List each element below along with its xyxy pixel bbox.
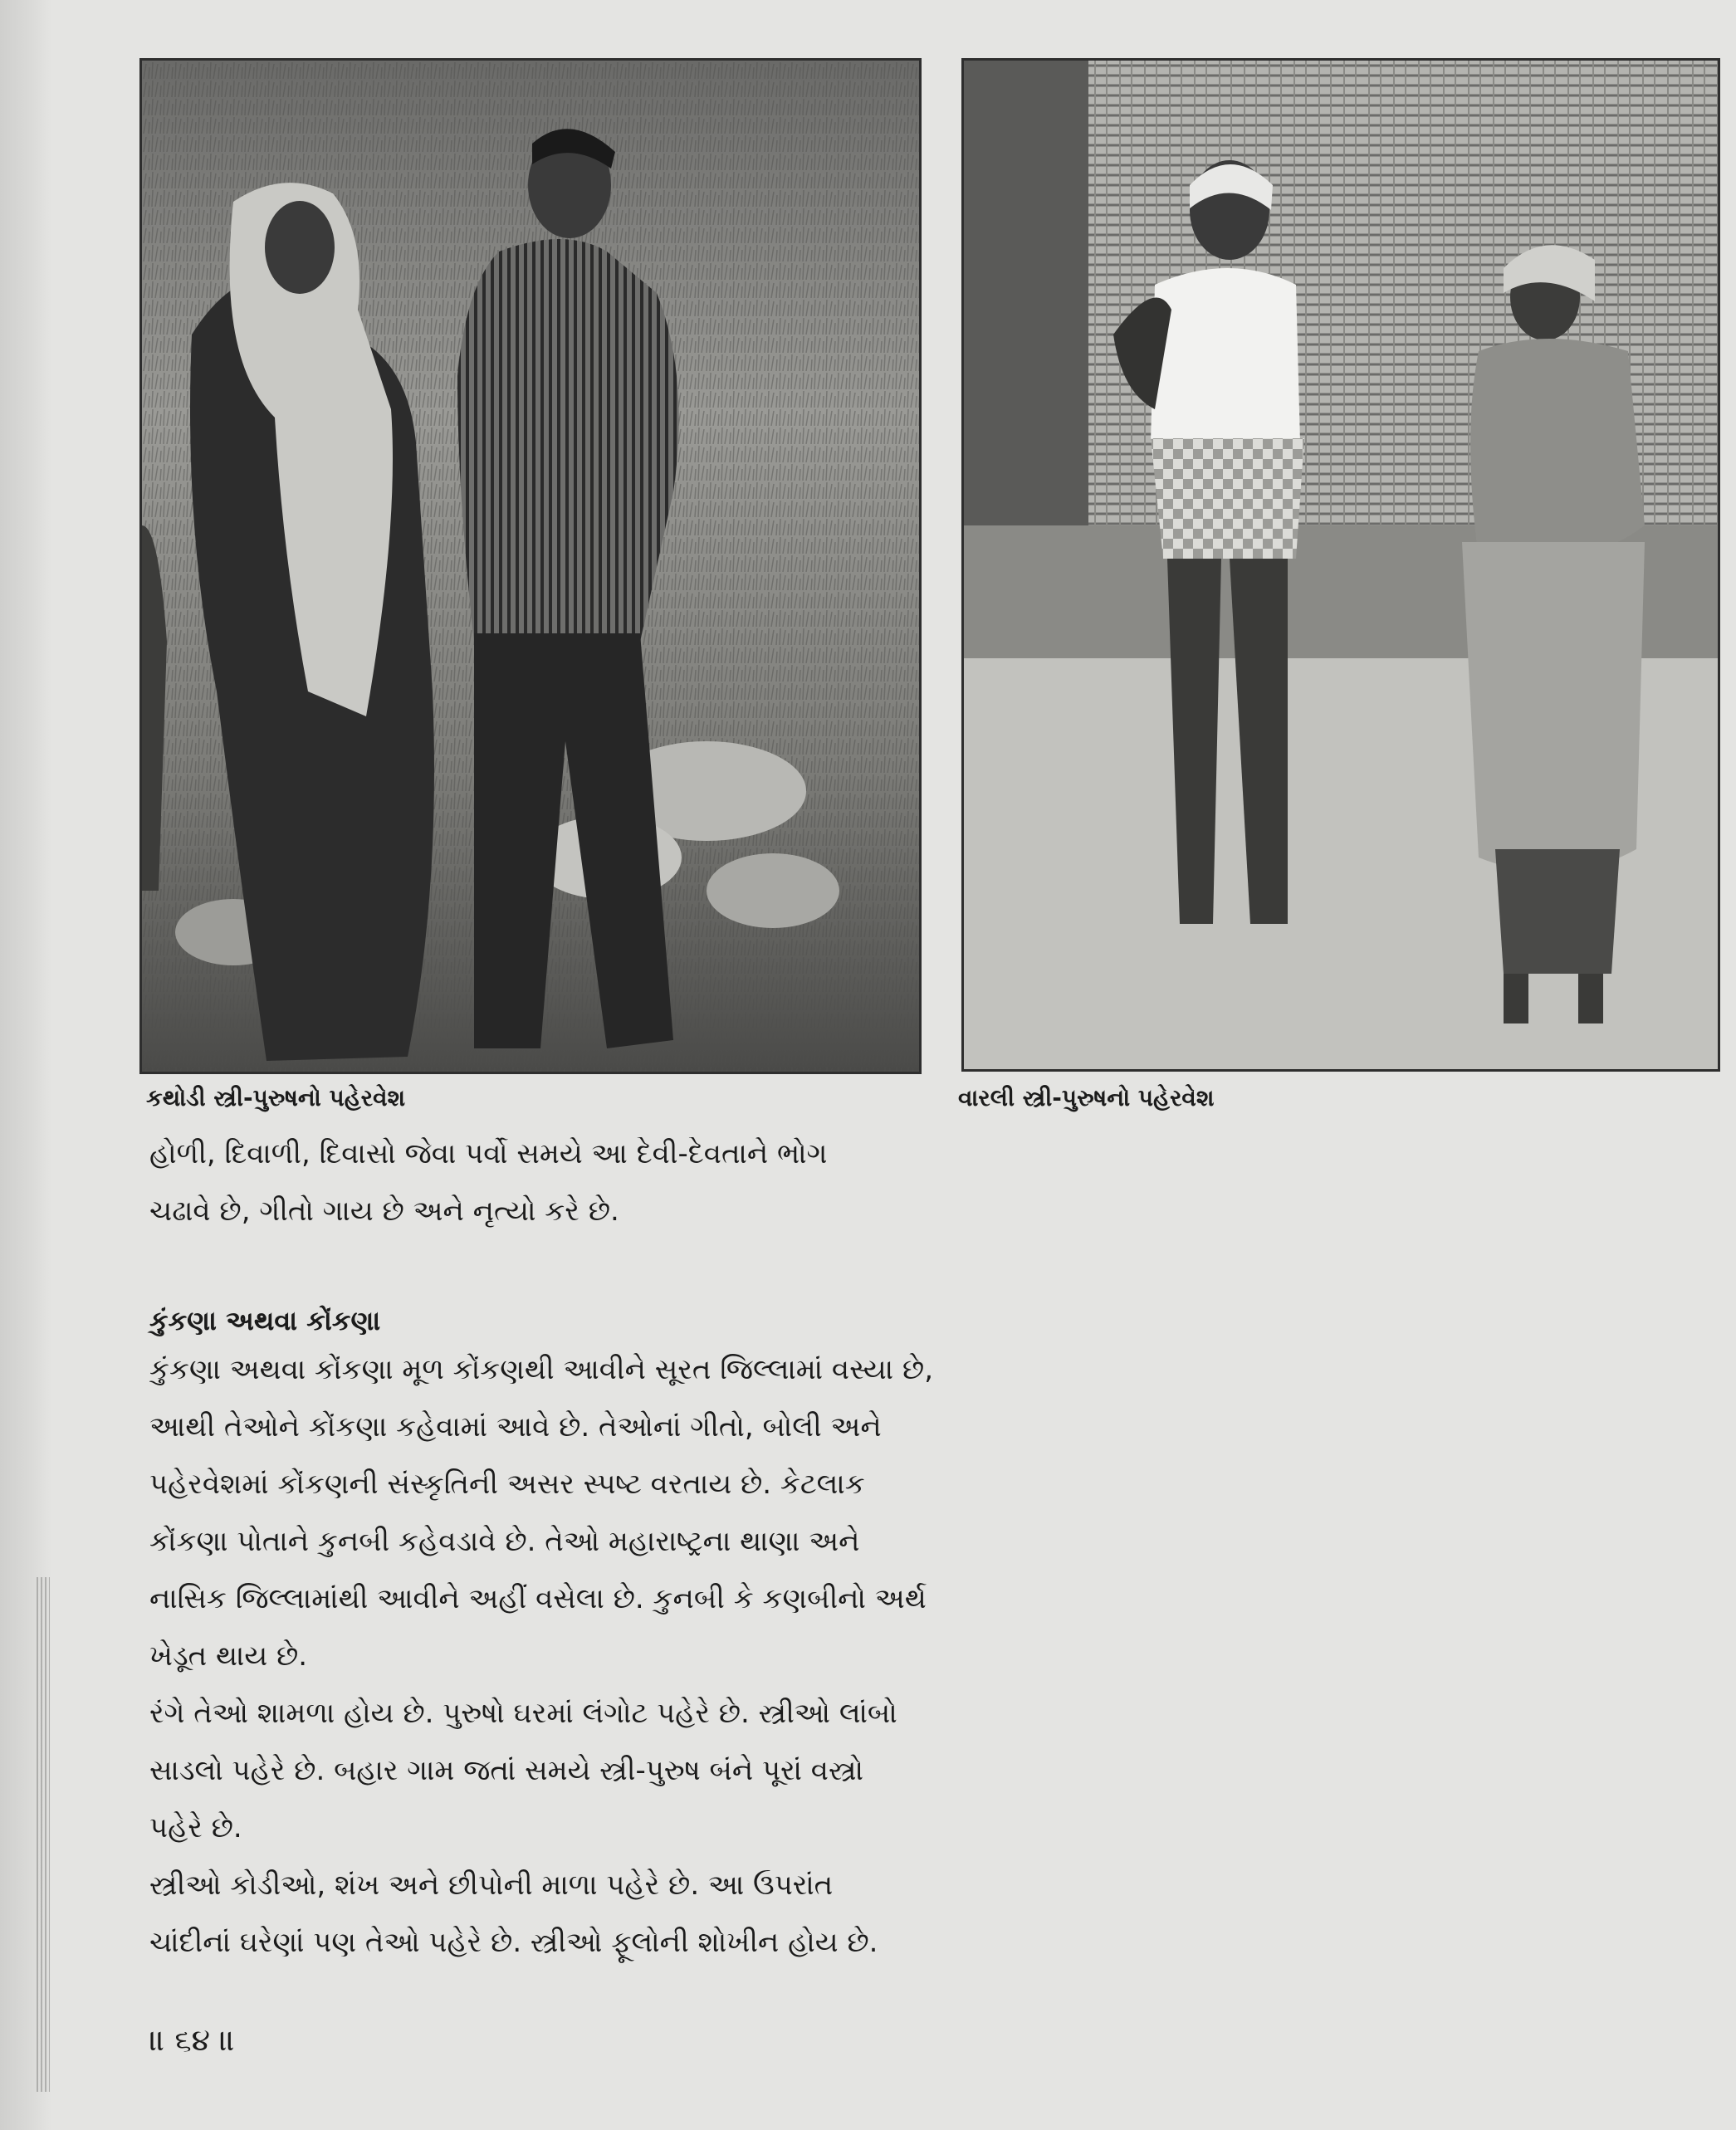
photo-caption-kathodi: કથોડી સ્ત્રી-પુરુષનો પહેરવેશ	[146, 1084, 406, 1111]
section-heading: કુંકણા અથવા કોંકણા	[149, 1305, 381, 1336]
text-line: હોળી, દિવાળી, દિવાસો જેવા પર્વો સમયે આ દેવી-દેવતાને ભોગ	[149, 1137, 828, 1170]
body-paragraphs	[149, 1353, 1013, 1983]
photo-varli-couple-image	[964, 61, 1718, 1069]
text-line: રંગે તેઓ શામળા હોય છે. પુરુષો ઘરમાં લંગોટ પહેરે છે. સ્ત્રીઓ લાંબો	[149, 1697, 897, 1730]
text-line: કોંકણા પોતાને કુનબી કહેવડાવે છે. તેઓ મહારાષ્ટ્રના થાણા અને	[149, 1525, 860, 1558]
text-line: આથી તેઓને કોંકણા કહેવામાં આવે છે. તેઓનાં ગીતો, બોલી અને	[149, 1410, 882, 1444]
photo-varli-couple	[961, 58, 1720, 1072]
text-line: પહેરવેશમાં કોંકણની સંસ્કૃતિની અસર સ્પષ્ટ વરતાય છે. કેટલાક	[149, 1468, 865, 1501]
intro-paragraph	[149, 1137, 1013, 1252]
text-line: કુંકણા અથવા કોંકણા મૂળ કોંકણથી આવીને સૂરત જિલ્લામાં વસ્યા છે,	[149, 1353, 933, 1386]
text-line: ખેડૂત થાય છે.	[149, 1639, 308, 1673]
text-line: સ્ત્રીઓ કોડીઓ, શંખ અને છીપોની માળા પહેરે છે. આ ઉપરાંત	[149, 1869, 834, 1902]
text-line: સાડલો પહેરે છે. બહાર ગામ જતાં સમયે સ્ત્રી-પુરુષ બંને પૂરાં વસ્ત્રો	[149, 1754, 863, 1787]
text-line: પહેરે છે.	[149, 1811, 242, 1844]
page-edge-stack	[37, 1577, 50, 2092]
page-number: ॥ ૬૪ ॥	[149, 2024, 236, 2058]
text-line: નાસિક જિલ્લામાંથી આવીને અહીં વસેલા છે. કુનબી કે કણબીનો અર્થ	[149, 1582, 927, 1615]
photo-kathodi-couple	[139, 58, 922, 1074]
text-line: ચઢાવે છે, ગીતો ગાય છે અને નૃત્યો કરે છે.	[149, 1194, 619, 1228]
photo-kathodi-couple-image	[142, 61, 919, 1072]
text-line: ચાંદીનાં ઘરેણાં પણ તેઓ પહેરે છે. સ્ત્રીઓ ફૂલોની શોખીન હોય છે.	[149, 1926, 878, 1959]
photo-caption-varli: વારલી સ્ત્રી-પુરુષનો પહેરવેશ	[958, 1084, 1215, 1111]
